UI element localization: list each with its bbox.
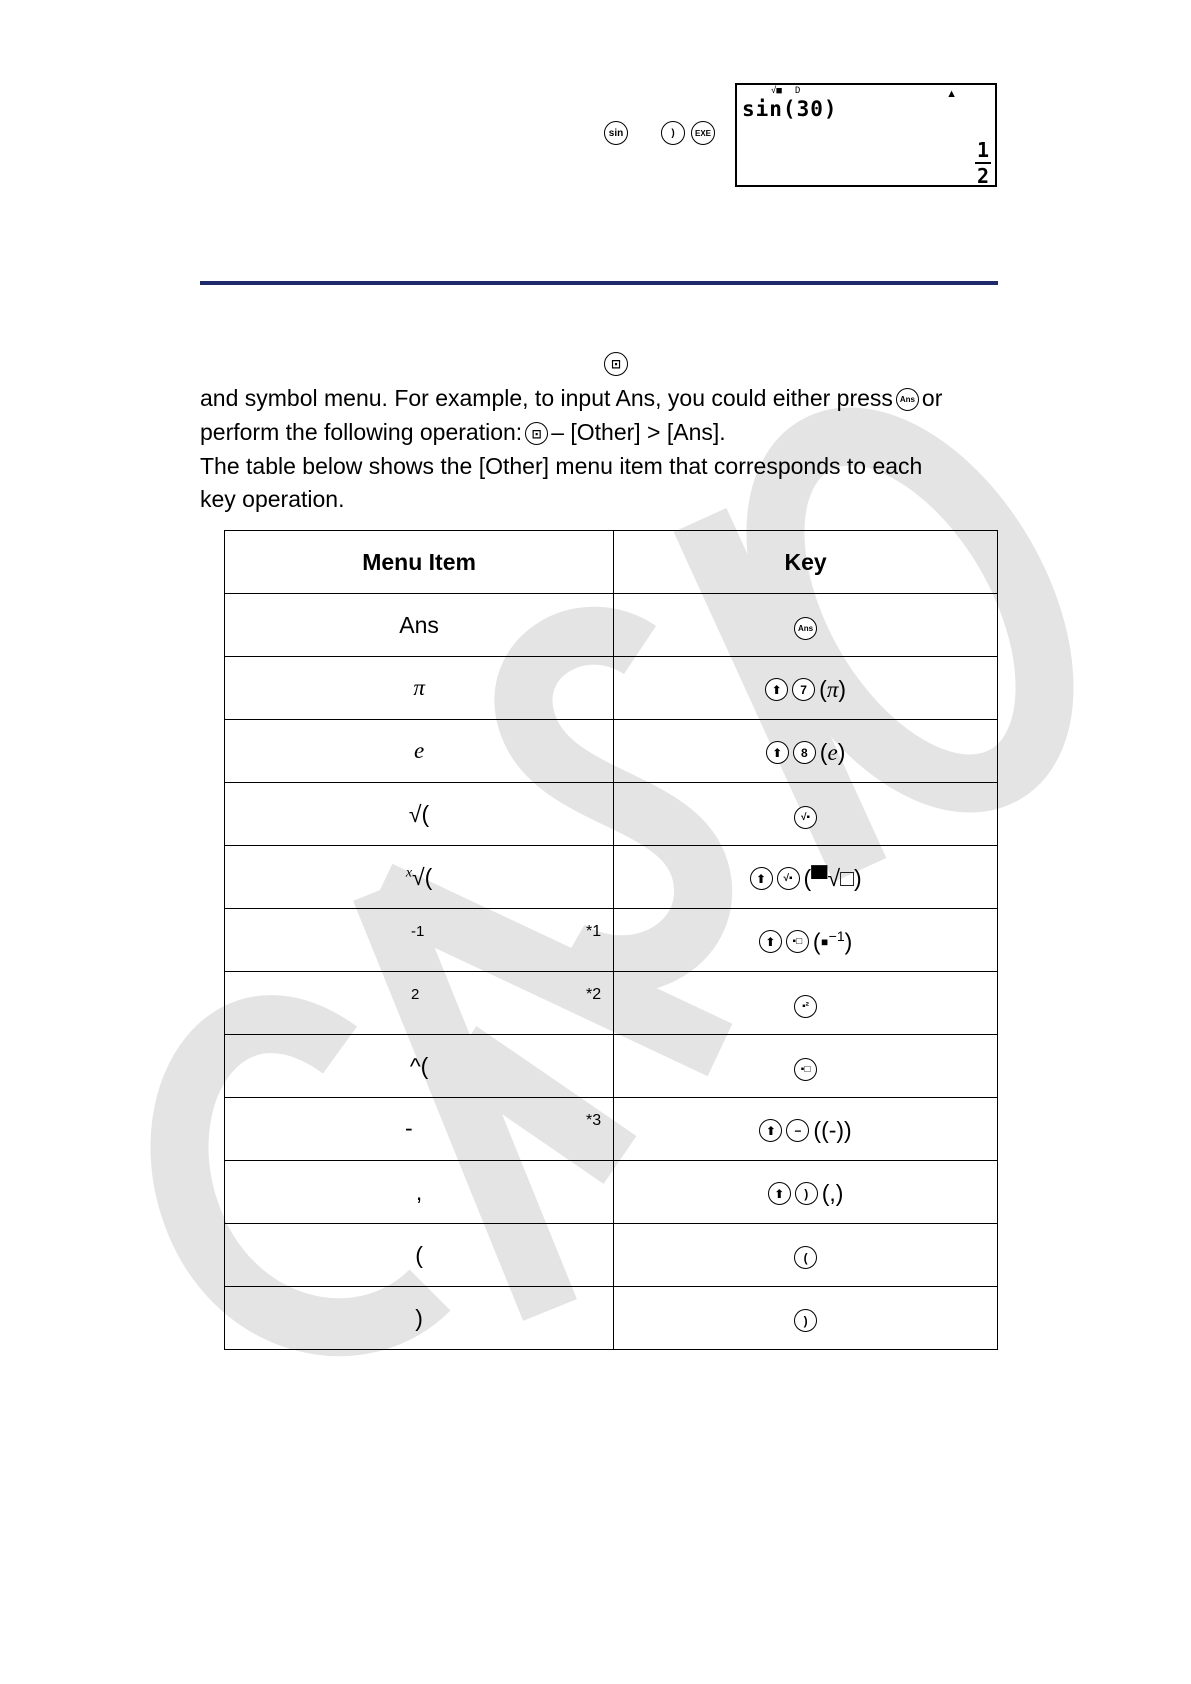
sqrt-indicator: √■ [771, 86, 782, 96]
menu-item-cell: ^( [225, 1035, 614, 1098]
line1-end-text: or [921, 385, 943, 411]
negative-key[interactable]: − [786, 1119, 809, 1142]
menu-item-cell: , [225, 1161, 614, 1224]
catalog-key-inline[interactable] [525, 422, 548, 445]
key-cell [614, 783, 998, 846]
menu-item-cell: Ans [225, 594, 614, 657]
square-key[interactable]: ▪² [794, 995, 817, 1018]
negative-sign: - [405, 1115, 413, 1141]
close-paren-key[interactable]: ) [794, 1309, 817, 1332]
footnote-marker: *3 [586, 1112, 602, 1129]
menu-item-cell: ( [225, 1224, 614, 1287]
degree-indicator: D [795, 86, 801, 96]
table-row [225, 1098, 998, 1161]
sqrt-key[interactable]: √▪ [794, 806, 817, 829]
paragraph-line-4: key operation. [200, 486, 345, 512]
result-denominator: 2 [976, 164, 990, 188]
key-cell [614, 972, 998, 1035]
sin-key[interactable]: sin [604, 121, 628, 145]
key-cell [614, 1287, 998, 1350]
paragraph-line-3: The table below shows the [Other] menu item that corresponds to each [200, 453, 923, 479]
up-arrow-indicator: ▲ [946, 88, 957, 100]
shift-key[interactable]: ⬆ [759, 1119, 782, 1142]
menu-item-cell: ) [225, 1287, 614, 1350]
key-cell [614, 594, 998, 657]
display-expression: sin(30) [742, 97, 838, 121]
paragraph-line-2 [200, 415, 1000, 449]
key-cell: ⬆ ) (,) [614, 1161, 998, 1224]
book-icon: ⊡ [610, 357, 622, 371]
catalog-key[interactable] [604, 352, 628, 376]
seven-key[interactable]: 7 [792, 678, 815, 701]
book-icon: ⊡ [531, 426, 542, 441]
key-cell: ⬆ 7 (π) [614, 657, 998, 720]
calculator-display [735, 83, 997, 187]
key-cell: ⬆ ▪□ (▪$^{-1}$) [614, 909, 998, 972]
open-paren-key[interactable]: ( [794, 1246, 817, 1269]
close-paren-key[interactable]: ) [661, 121, 685, 145]
table-header-row [225, 531, 998, 594]
table-row [225, 1287, 998, 1350]
menu-item-cell [225, 972, 614, 1035]
table-row [225, 720, 998, 783]
footnote-marker: *2 [586, 986, 602, 1003]
line2-end-text: – [Other] > [Ans]. [551, 419, 726, 445]
menu-item-cell: e [225, 720, 614, 783]
table-row [225, 909, 998, 972]
menu-item-cell: π [225, 657, 614, 720]
power-key[interactable]: ▪□ [794, 1058, 817, 1081]
close-paren-key[interactable]: ) [795, 1182, 818, 1205]
table-row [225, 972, 998, 1035]
table-row [225, 783, 998, 846]
table-row [225, 594, 998, 657]
menu-item-cell [225, 909, 614, 972]
table-row [225, 1035, 998, 1098]
line2-text: perform the following operation: [200, 419, 523, 445]
key-cell [614, 1035, 998, 1098]
shift-key[interactable]: ⬆ [759, 930, 782, 953]
eight-key[interactable]: 8 [793, 741, 816, 764]
inverse-superscript: -1 [411, 923, 425, 940]
shift-key[interactable]: ⬆ [766, 741, 789, 764]
exe-key[interactable]: EXE [691, 121, 715, 145]
power-key[interactable]: ▪□ [786, 930, 809, 953]
menu-item-header: Menu Item [225, 531, 614, 594]
menu-item-cell [225, 1098, 614, 1161]
sqrt-key[interactable]: √▪ [777, 867, 800, 890]
line1-text: and symbol menu. For example, to input Ans, you could either press [200, 385, 893, 411]
menu-item-cell: √( [225, 783, 614, 846]
shift-key[interactable]: ⬆ [765, 678, 788, 701]
menu-item-cell: $^x$√( [225, 846, 614, 909]
key-cell: ⬆ 8 (e) [614, 720, 998, 783]
result-numerator: 1 [976, 138, 990, 162]
section-divider [200, 281, 998, 285]
key-cell [614, 1224, 998, 1287]
table-row [225, 1161, 998, 1224]
square-superscript: 2 [411, 986, 420, 1003]
table-row [225, 846, 998, 909]
table-row [225, 1224, 998, 1287]
paragraph-line-1 [200, 381, 1000, 415]
display-result [975, 140, 991, 186]
key-header: Key [614, 531, 998, 594]
table-row [225, 657, 998, 720]
ans-key[interactable]: Ans [896, 388, 919, 411]
footnote-marker: *1 [586, 923, 602, 940]
key-cell: ⬆ √▪ (▀√□) [614, 846, 998, 909]
shift-key[interactable]: ⬆ [768, 1182, 791, 1205]
key-cell: ⬆ − ((-)) [614, 1098, 998, 1161]
shift-key[interactable]: ⬆ [750, 867, 773, 890]
ans-key[interactable]: Ans [794, 617, 817, 640]
other-menu-table [224, 530, 998, 1350]
